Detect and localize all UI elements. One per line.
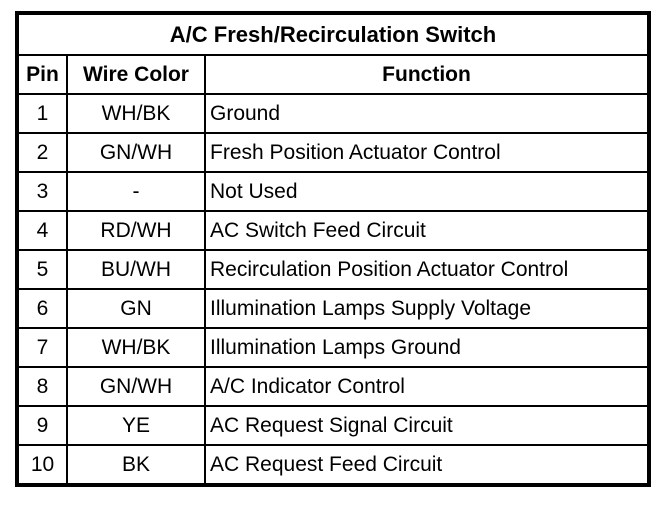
table-row <box>17 328 649 367</box>
table-header-row <box>17 55 649 94</box>
function-cell: AC Request Signal Circuit <box>205 406 649 445</box>
table-row <box>17 445 649 485</box>
pin-cell: 2 <box>17 133 67 172</box>
wire-color-cell: WH/BK <box>67 328 205 367</box>
table-title-row <box>17 13 649 55</box>
function-cell: AC Request Feed Circuit <box>205 445 649 485</box>
column-header-pin: Pin <box>17 55 67 94</box>
wire-color-cell: RD/WH <box>67 211 205 250</box>
function-cell: Ground <box>205 94 649 133</box>
wire-color-cell: BK <box>67 445 205 485</box>
table-row <box>17 133 649 172</box>
pin-cell: 9 <box>17 406 67 445</box>
wire-color-cell: YE <box>67 406 205 445</box>
wire-color-cell: GN/WH <box>67 133 205 172</box>
function-cell: Illumination Lamps Supply Voltage <box>205 289 649 328</box>
function-cell: Not Used <box>205 172 649 211</box>
function-cell: Fresh Position Actuator Control <box>205 133 649 172</box>
pin-cell: 10 <box>17 445 67 485</box>
wire-color-cell: WH/BK <box>67 94 205 133</box>
pin-cell: 5 <box>17 250 67 289</box>
pin-cell: 8 <box>17 367 67 406</box>
table-row <box>17 367 649 406</box>
pin-cell: 4 <box>17 211 67 250</box>
function-cell: Illumination Lamps Ground <box>205 328 649 367</box>
table-row <box>17 211 649 250</box>
column-header-wire-color: Wire Color <box>67 55 205 94</box>
wire-color-cell: GN <box>67 289 205 328</box>
column-header-function: Function <box>205 55 649 94</box>
table-row <box>17 250 649 289</box>
pin-cell: 3 <box>17 172 67 211</box>
table-row <box>17 172 649 211</box>
wire-color-cell: - <box>67 172 205 211</box>
wire-color-cell: BU/WH <box>67 250 205 289</box>
pin-cell: 6 <box>17 289 67 328</box>
table-row <box>17 289 649 328</box>
wire-color-cell: GN/WH <box>67 367 205 406</box>
table-title: A/C Fresh/Recirculation Switch <box>17 13 649 55</box>
function-cell: A/C Indicator Control <box>205 367 649 406</box>
table-row <box>17 94 649 133</box>
pin-cell: 1 <box>17 94 67 133</box>
function-cell: AC Switch Feed Circuit <box>205 211 649 250</box>
pin-cell: 7 <box>17 328 67 367</box>
pinout-table <box>15 11 651 487</box>
table-row <box>17 406 649 445</box>
function-cell: Recirculation Position Actuator Control <box>205 250 649 289</box>
